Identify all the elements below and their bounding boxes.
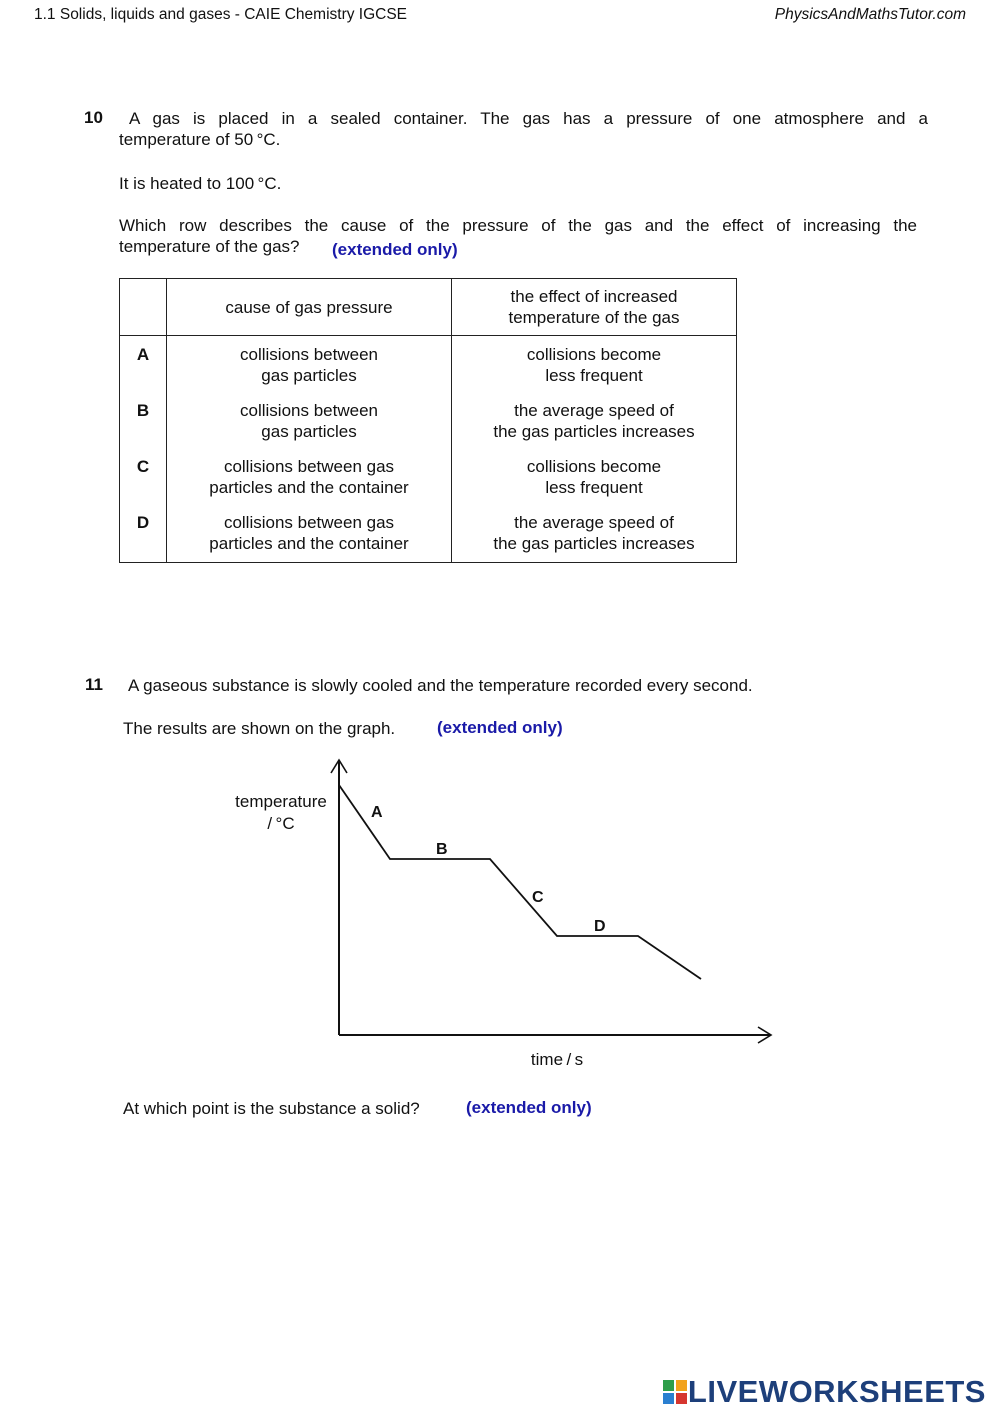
option-cause: collisions between gas particles and the container: [167, 504, 452, 563]
point-label-a: A: [371, 804, 383, 821]
option-row-c[interactable]: [120, 448, 737, 504]
option-letter: A: [120, 336, 167, 393]
option-effect: the average speed of the gas particles increases: [452, 392, 737, 448]
y-axis-label-2: / °C: [267, 814, 295, 833]
option-effect: collisions become less frequent: [452, 448, 737, 504]
liveworksheets-logo[interactable]: [662, 1374, 986, 1410]
q10-line1: A gas is placed in a sealed container. The gas has a pressure of one atmosphere and a: [129, 109, 928, 128]
q10-options-table: [119, 278, 737, 563]
header-title: 1.1 Solids, liquids and gases - CAIE Chemistry IGCSE: [34, 6, 408, 23]
option-cause: collisions between gas particles and the container: [167, 448, 452, 504]
option-row-a[interactable]: [120, 336, 737, 393]
q10-which-line2: temperature of the gas?: [119, 237, 300, 256]
q11-line1: A gaseous substance is slowly cooled and the temperature recorded every second.: [128, 676, 753, 695]
q10-heated: It is heated to 100 °C.: [119, 174, 282, 193]
option-letter: D: [120, 504, 167, 563]
point-label-d: D: [594, 918, 606, 935]
cooling-curve: [339, 785, 701, 979]
option-letter: C: [120, 448, 167, 504]
q10-extended-tag: (extended only): [332, 240, 458, 259]
x-axis-label: time / s: [530, 1050, 584, 1069]
q10-which-line1: Which row describes the cause of the pressure of the gas and the effect of increasing the: [119, 216, 917, 235]
point-label-b: B: [436, 841, 448, 858]
q11-extended-tag-1: (extended only): [437, 718, 563, 737]
q10-line2: temperature of 50 °C.: [119, 130, 281, 149]
header-site: PhysicsAndMathsTutor.com: [774, 6, 966, 23]
liveworksheets-logo-text: LIVEWORKSHEETS: [687, 1374, 986, 1409]
point-label-c: C: [532, 889, 544, 906]
liveworksheets-logo-icon: [662, 1379, 688, 1405]
q11-results: The results are shown on the graph.: [123, 719, 396, 738]
option-row-b[interactable]: [120, 392, 737, 448]
option-effect: collisions become less frequent: [452, 336, 737, 393]
q11-number: 11: [85, 675, 103, 694]
col-header-cause: cause of gas pressure: [167, 279, 452, 336]
option-cause: collisions between gas particles: [167, 392, 452, 448]
q10-number: 10: [84, 108, 103, 127]
cooling-curve-graph: [220, 755, 780, 1075]
option-row-d[interactable]: [120, 504, 737, 563]
y-axis-label-1: temperature: [235, 792, 327, 811]
option-effect: the average speed of the gas particles increases: [452, 504, 737, 563]
q11-extended-tag-2: (extended only): [466, 1098, 592, 1117]
option-letter: B: [120, 392, 167, 448]
col-header-effect: the effect of increased temperature of the gas: [452, 279, 737, 336]
q11-question: At which point is the substance a solid?: [123, 1099, 420, 1118]
option-cause: collisions between gas particles: [167, 336, 452, 393]
